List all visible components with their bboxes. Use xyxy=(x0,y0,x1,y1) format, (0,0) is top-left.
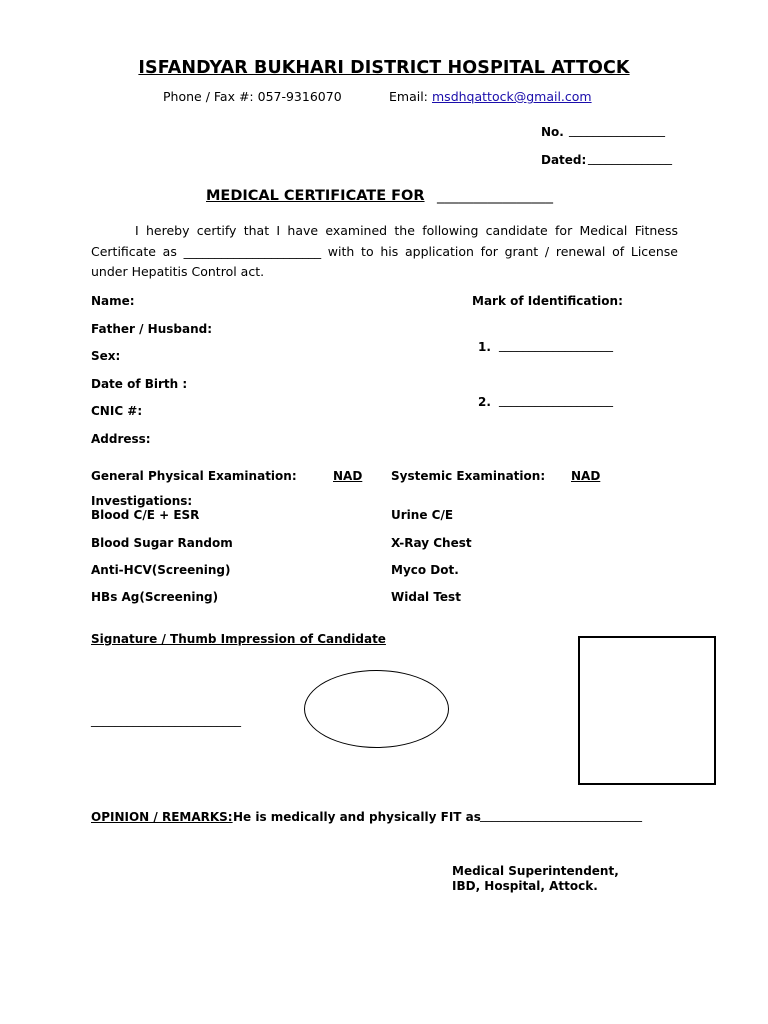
opinion-blank: ___________________________ xyxy=(480,808,642,822)
sex-label: Sex: xyxy=(91,349,121,363)
signatory-org: IBD, Hospital, Attock. xyxy=(452,879,598,893)
father-husband-label: Father / Husband: xyxy=(91,322,213,336)
opinion-label: OPINION / REMARKS: xyxy=(91,810,233,824)
signatory-title: Medical Superintendent, xyxy=(452,864,619,878)
photo-box xyxy=(578,636,716,785)
email-link[interactable]: msdhqattock@gmail.com xyxy=(432,89,592,104)
phone-fax: Phone / Fax #: 057-9316070 xyxy=(163,89,342,104)
no-label: No. xyxy=(541,125,564,139)
identification-heading: Mark of Identification: xyxy=(472,294,623,308)
general-exam-value: NAD xyxy=(333,469,363,483)
identification-item-1-blank: ___________________ xyxy=(499,338,613,352)
hospital-title: ISFANDYAR BUKHARI DISTRICT HOSPITAL ATTOCK xyxy=(138,58,630,78)
systemic-exam-value: NAD xyxy=(571,469,601,483)
signature-line: _________________________ xyxy=(91,713,241,727)
identification-item-2-label: 2. xyxy=(478,395,491,409)
investigations-heading: Investigations: xyxy=(91,494,193,508)
address-label: Address: xyxy=(91,432,151,446)
signature-heading: Signature / Thumb Impression of Candidate xyxy=(91,632,386,646)
investigation-item: Blood Sugar Random xyxy=(91,536,233,550)
certification-paragraph: I hereby certify that I have examined the following candidate for Medical Fitness Certificate as ______________________ with to his application for grant / renewal of License under Hepatitis Control act. xyxy=(91,223,678,279)
investigation-item: Urine C/E xyxy=(391,508,454,522)
dated-label: Dated: xyxy=(541,153,587,167)
no-blank: ________________ xyxy=(569,123,665,137)
dob-label: Date of Birth : xyxy=(91,377,188,391)
investigation-item: Blood C/E + ESR xyxy=(91,508,200,522)
certificate-heading-blank: ________________ xyxy=(437,188,553,204)
identification-item-2-blank: ___________________ xyxy=(499,393,613,407)
systemic-exam-label: Systemic Examination: xyxy=(391,469,546,483)
investigation-item: X-Ray Chest xyxy=(391,536,472,550)
opinion-text: He is medically and physically FIT as xyxy=(233,810,481,824)
email-label: Email: xyxy=(389,89,428,104)
certificate-heading: MEDICAL CERTIFICATE FOR xyxy=(206,188,425,204)
identification-item-1-label: 1. xyxy=(478,340,491,354)
investigation-item: Anti-HCV(Screening) xyxy=(91,563,231,577)
cnic-label: CNIC #: xyxy=(91,404,143,418)
investigation-item: Myco Dot. xyxy=(391,563,459,577)
general-exam-label: General Physical Examination: xyxy=(91,469,297,483)
thumb-impression-oval xyxy=(304,670,449,748)
dated-blank: ______________ xyxy=(588,151,672,165)
investigation-item: Widal Test xyxy=(391,590,461,604)
name-label: Name: xyxy=(91,294,135,308)
investigation-item: HBs Ag(Screening) xyxy=(91,590,219,604)
